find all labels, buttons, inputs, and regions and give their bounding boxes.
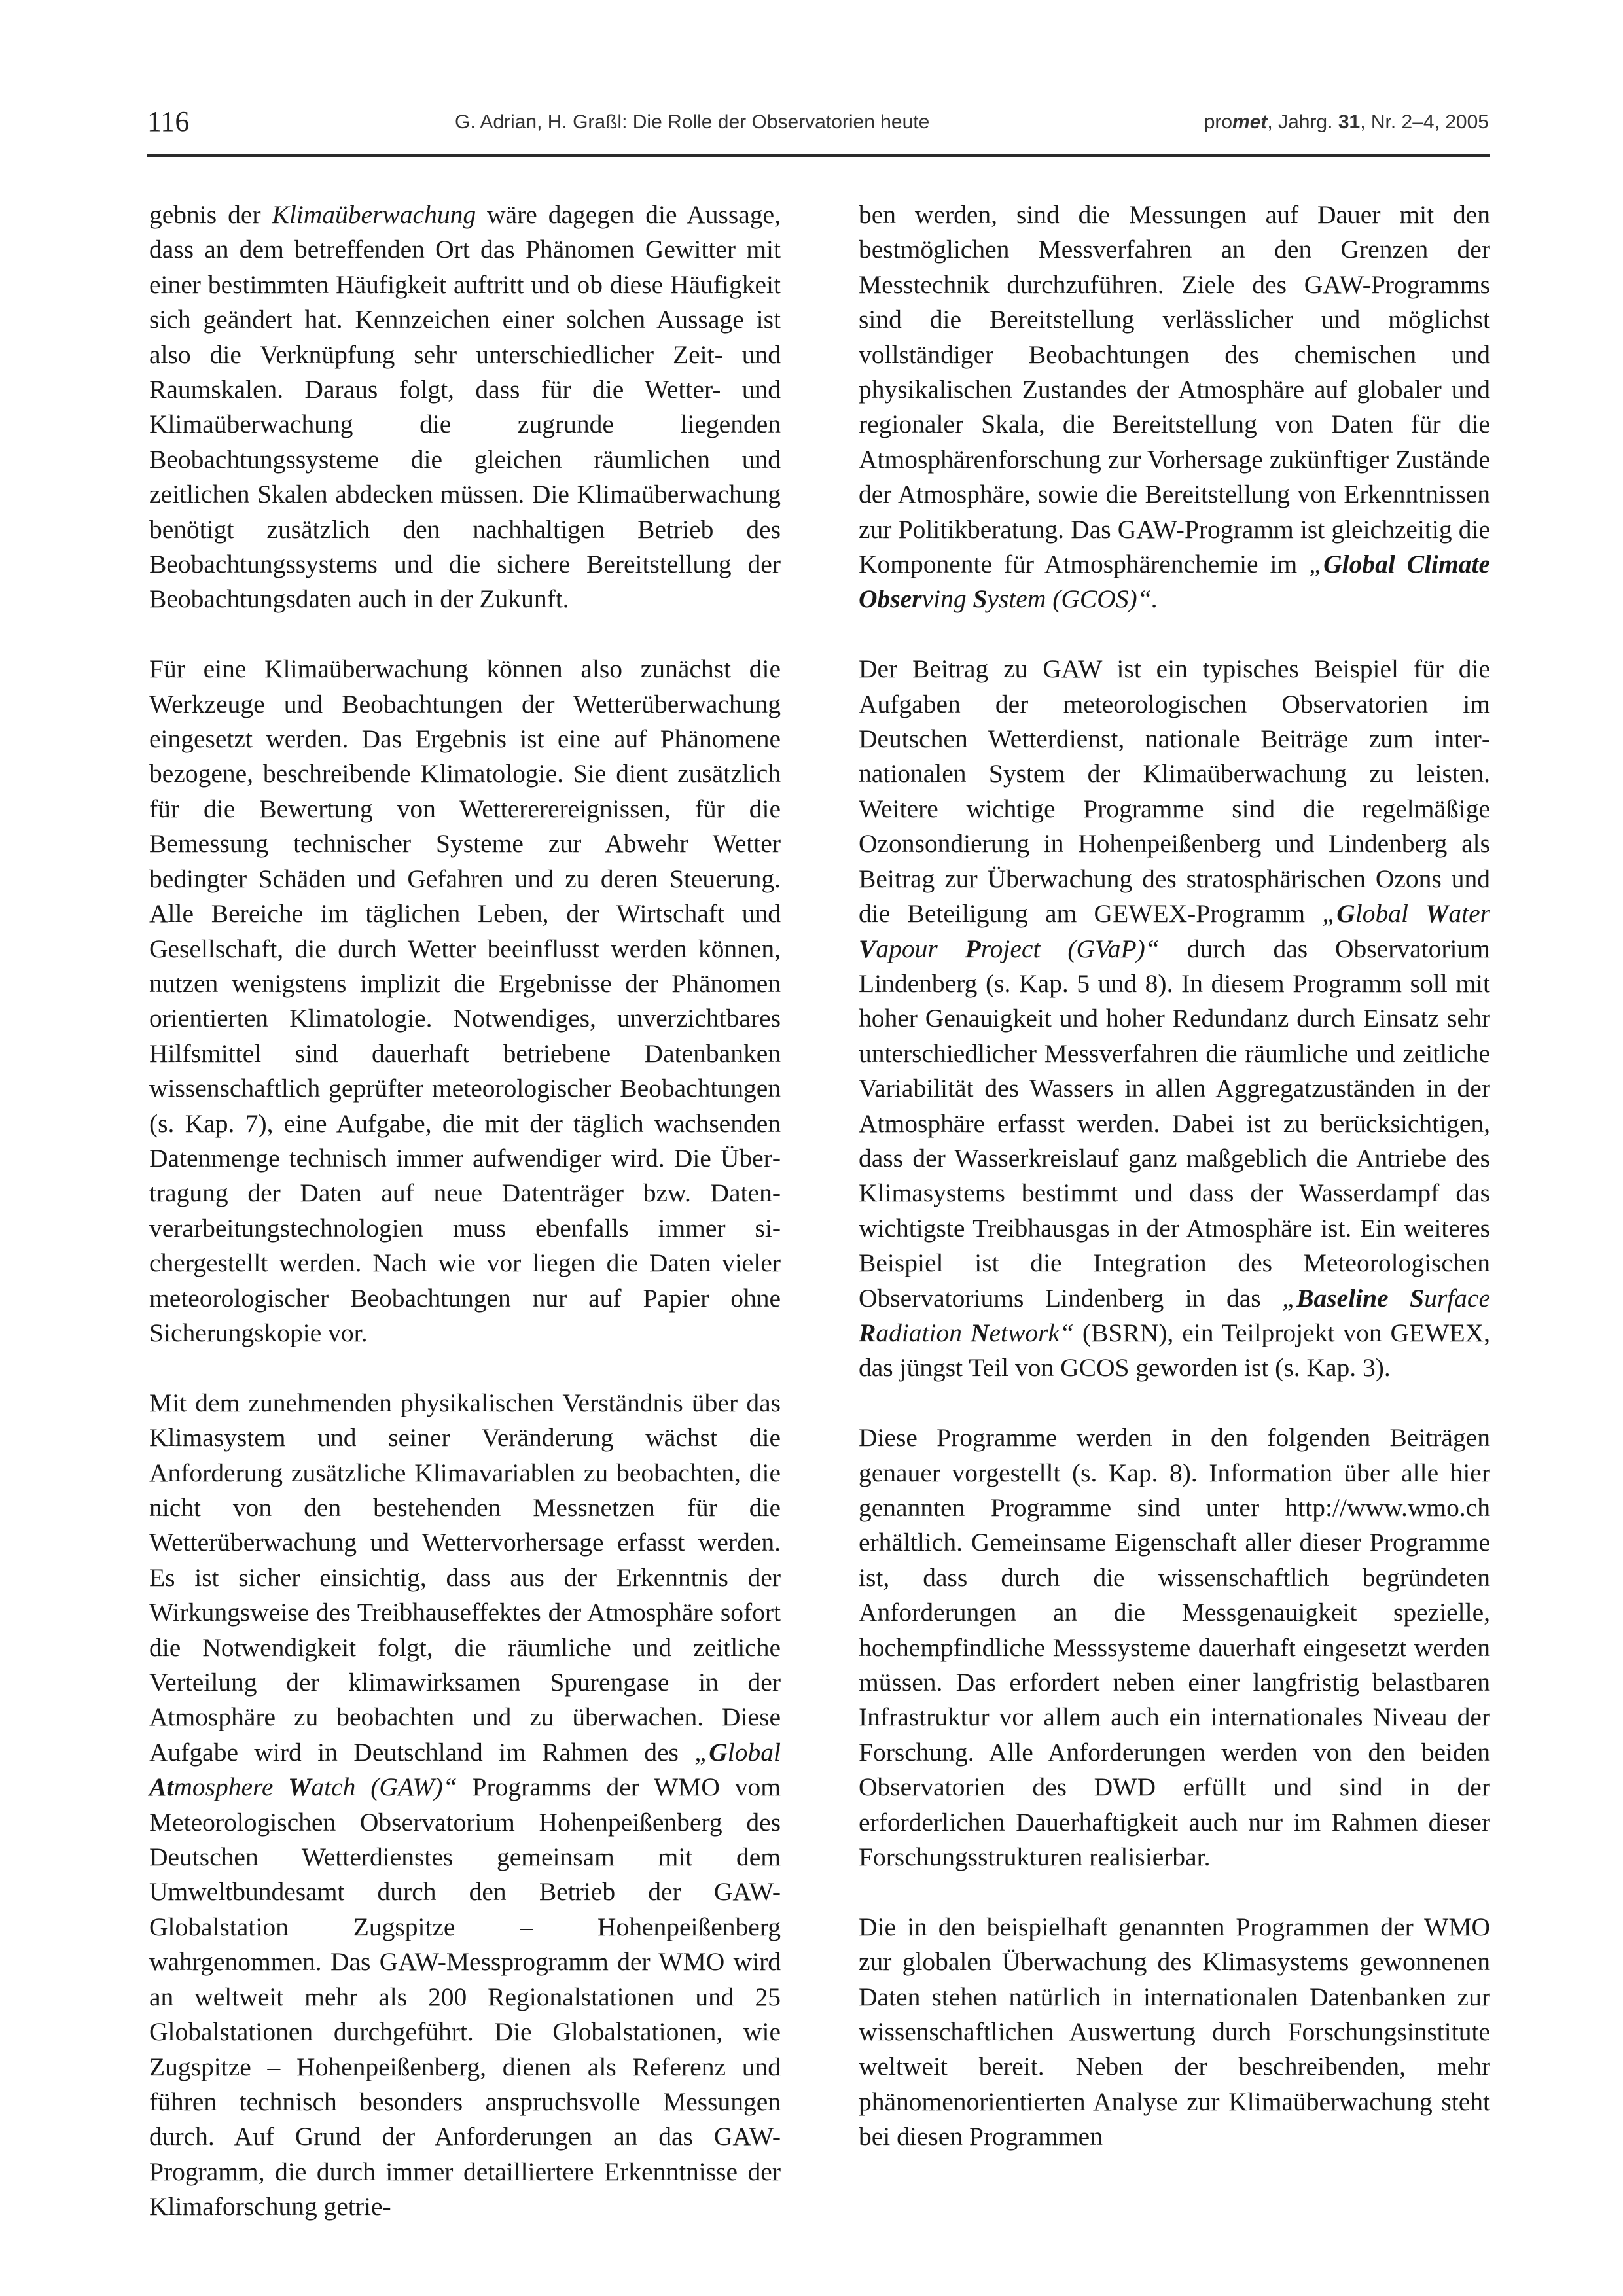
- paragraph: Die in den beispielhaft genannten Programmen der WMO zur globalen Überwachung des Klimasystems gewonnenen Daten stehen natürlich in internationalen Datenbanken zur wissenschaftlichen Auswertung durch Forschungsinstitute weltweit bereit. Neben der beschreibenden, mehr phänomenorientierten Analyse zur Klimaüberwachung steht bei diesen Programmen: [859, 1912, 1490, 2151]
- initial: At: [149, 1773, 174, 1802]
- text-run: lobal: [727, 1737, 781, 1767]
- paragraph: [859, 652, 1490, 1386]
- text-run: etwork“: [989, 1318, 1074, 1347]
- text-run: roject (GVaP)“: [980, 934, 1160, 963]
- journal-name-met: met: [1232, 111, 1268, 133]
- paragraph: [149, 1386, 781, 2225]
- initial: S: [972, 584, 988, 614]
- initial: P: [965, 934, 981, 963]
- text-run: [1389, 1284, 1410, 1313]
- initial: V: [859, 934, 876, 963]
- journal-citation: [1204, 111, 1489, 133]
- text-run: wäre dagegen die Aussage, dass an dem betreffenden Ort das Phänomen Gewitter mit einer bestimmten Häufigkeit auftritt und ob diese Häufigkeit sich geändert hat. Kennzeichen einer solchen Aussage ist also die Verknüpfung sehr unterschiedlicher Zeit- und Raumskalen. Daraus folgt, dass für die Wetter- und Klimaüberwachung die zugrunde liegenden Beobachtungssysteme die gleichen räumlichen und zeitlichen Skalen abdecken müssen. Die Klimaüberwachung benötigt zusätzlich den nachhaltigen Betrieb des Beobachtungssystems und die sichere Bereitstellung der Beobachtungsdaten auch in der Zukunft.: [149, 200, 781, 614]
- journal-issue: , Nr. 2–4, 2005: [1360, 111, 1489, 133]
- text-run: [1395, 550, 1407, 578]
- text-run: urface: [1424, 1283, 1490, 1313]
- paragraph: [149, 198, 781, 617]
- text-run: atch (GAW)“: [311, 1773, 457, 1802]
- text-run: gebnis der: [149, 200, 272, 229]
- paragraph: [859, 198, 1490, 617]
- initial: W: [1425, 899, 1449, 928]
- paragraph: Für eine Klimaüberwachung können also zunächst die Werkzeuge und Beobachtungen der Wetterüberwachung eingesetzt werden. Das Ergebnis ist eine auf Phänomene bezogene, beschreibende Klimatologie. Sie dient zusätzlich für die Bewertung von Wettererereignissen, für die Bemessung technischer Systeme zur Abwehr Wetter bedingter Schäden und Gefahren und zu deren Steuerung. Alle Bereiche im täglichen Leben, der Wirtschaft und Gesellschaft, die durch Wetter beeinflusst werden können, nutzen wenigstens implizit die Ergebnisse der Phänomen orientierten Klimatologie. Notwendiges, unverzichtbares Hilfsmittel sind dauerhaft betriebene Datenbanken wissenschaftlich geprüfter meteorologischer Beobachtungen (s. Kap. 7), eine Aufgabe, die mit der täglich wachsenden Datenmenge technisch immer aufwendiger wird. Die Übertragung der Daten auf neue Datenträger bzw. Datenverarbeitungstechnologien muss ebenfalls immer sichergestellt werden. Nach wie vor liegen die Daten vieler meteorologischer Beobachtungen nur auf Papier ohne Sicherungskopie vor.: [149, 654, 781, 1347]
- text-run: lobal: [1355, 899, 1426, 928]
- initial: Obser: [859, 584, 922, 614]
- initial: G: [1336, 899, 1355, 928]
- header-rule: [147, 154, 1490, 157]
- initial: G: [709, 1737, 728, 1767]
- page-header: [147, 105, 1489, 144]
- text-run: ater: [1448, 899, 1491, 928]
- initial: R: [859, 1318, 876, 1347]
- text-run: Mit dem zunehmenden physikalischen Verständnis über das Klimasystem und seiner Veränderung wächst die Anforderung zusätzliche Klimavariablen zu beobachten, die nicht von den bestehenden Messnetzen für die Wetterüberwachung und Wettervorhersage erfasst werden. Es ist sicher einsichtig, dass aus der Erkenntnis der Wirkungsweise des Treibhauseffektes der Atmosphäre sofort die Notwendigkeit folgt, die räumliche und zeitliche Verteilung der klimawirksamen Spurengase in der Atmosphäre zu beobachten und zu überwachen. Diese Aufgabe wird in Deutschland im Rahmen des: [149, 1388, 781, 1767]
- initial: Climate: [1406, 550, 1490, 579]
- initial: Baseline: [1296, 1283, 1389, 1313]
- initial: Global: [1323, 550, 1395, 579]
- page-number: 116: [147, 105, 190, 137]
- quote-mark: „: [1322, 899, 1337, 928]
- italic-term: Klimaüberwachung: [272, 200, 476, 229]
- text-run: adiation: [876, 1318, 971, 1347]
- journal-volume: 31: [1338, 111, 1361, 133]
- text-run: ving: [921, 584, 973, 614]
- journal-year-label: , Jahrg.: [1267, 111, 1333, 133]
- text-run: apour: [876, 934, 965, 963]
- initial: N: [970, 1318, 990, 1347]
- text-run: Programms der WMO vom Meteorologischen Observatorium Hohenpeißenberg des Deutschen Wetterdienstes gemeinsam mit dem Umweltbundesamt durch den Betrieb der GAW-Globalstation Zugspitze – Hohenpeißenberg wahrgenommen. Das GAW-Messprogramm der WMO wird an weltweit mehr als 200 Regionalstationen und 25 Globalstationen durchgeführt. Die Globalstationen, wie Zugspitze – Hohenpeißenberg, dienen als Referenz und führen technisch besonders anspruchsvolle Messungen durch. Auf Grund der Anforderungen an das GAW-Programm, die durch immer detailliertere Erkenntnisse der Klimaforschung getrie-: [149, 1773, 781, 2221]
- quote-mark: „: [1282, 1283, 1297, 1313]
- initial: S: [1410, 1283, 1425, 1313]
- quote-mark: „: [1309, 550, 1324, 579]
- text-run: ben werden, sind die Messungen auf Dauer mit den bestmöglichen Messverfahren an den Grenzen der Messtechnik durchzuführen. Ziele des GAW-Programms sind die Bereitstellung verlässlicher und möglichst vollständiger Beobachtungen des chemischen und physikalischen Zustandes der Atmosphäre auf globaler und regionaler Skala, die Bereitstellung von Daten für die Atmosphärenforschung zur Vorhersage zukünftiger Zustände der Atmosphäre, sowie die Bereitstellung von Erkenntnissen zur Politikberatung. Das GAW-Programm ist gleichzeitig die Komponente für Atmosphärenchemie im: [859, 200, 1490, 579]
- journal-name-prefix: pro: [1204, 111, 1233, 133]
- quote-mark: „: [694, 1737, 709, 1767]
- text-run: mosphere: [173, 1773, 289, 1802]
- left-column: [149, 198, 781, 2259]
- text-run: durch das Observatorium Lindenberg (s. Kap. 5 und 8). In diesem Programm soll mit hoher Genauigkeit und hoher Redundanz durch Einsatz sehr unterschiedlicher Messverfahren die räumliche und zeitliche Variabilität des Wassers in allen Aggregatzuständen in der Atmosphäre erfasst werden. Dabei ist zu berücksichtigen, dass der Wasserkreislauf ganz maßgeblich die Antriebe des Klimasystems bestimmt und dass der Wasserdampf das wichtigste Treibhausgas in der Atmosphäre ist. Ein weiteres Beispiel ist die Integration des Meteorologischen Observatoriums Lindenberg in das: [859, 934, 1490, 1313]
- text-run: Der Beitrag zu GAW ist ein typisches Beispiel für die Aufgaben der meteorologischen Observatorien im Deutschen Wetterdienst, nationale Beiträge zum internationalen System der Klimaüberwachung zu leisten. Weitere wichtige Programme sind die regelmäßige Ozonsondierung in Hohenpeißenberg und Lindenberg als Beitrag zur Überwachung des stratosphärischen Ozons und die Beteiligung am GEWEX-Programm: [859, 654, 1490, 928]
- running-title: G. Adrian, H. Graßl: Die Rolle der Observatorien heute: [455, 111, 930, 133]
- paragraph: Diese Programme werden in den folgenden Beiträgen genauer vorgestellt (s. Kap. 8). Information über alle hier genannten Programme sind unter http://www.wmo.ch erhältlich. Gemeinsame Eigenschaft aller dieser Programme ist, dass durch die wissenschaftlich begründeten Anforderungen an die Messgenauigkeit spezielle, hochempfindliche Messsysteme dauerhaft eingesetzt werden müssen. Das erfordert neben einer langfristig belastbaren Infrastruktur vor allem auch ein internationales Niveau der Forschung. Alle Anforderungen werden von den beiden Observatorien des DWD erfüllt und sind in der erforderlichen Dauerhaftigkeit auch nur im Rahmen dieser Forschungsstrukturen realisierbar.: [859, 1423, 1490, 1872]
- text-run: ystem (GCOS)“.: [987, 584, 1158, 614]
- initial: W: [288, 1773, 312, 1802]
- text-run: (BSRN), ein Teilprojekt von GEWEX, das jüngst Teil von GCOS geworden ist (s. Kap. 3).: [859, 1318, 1490, 1383]
- right-column: [859, 198, 1490, 2189]
